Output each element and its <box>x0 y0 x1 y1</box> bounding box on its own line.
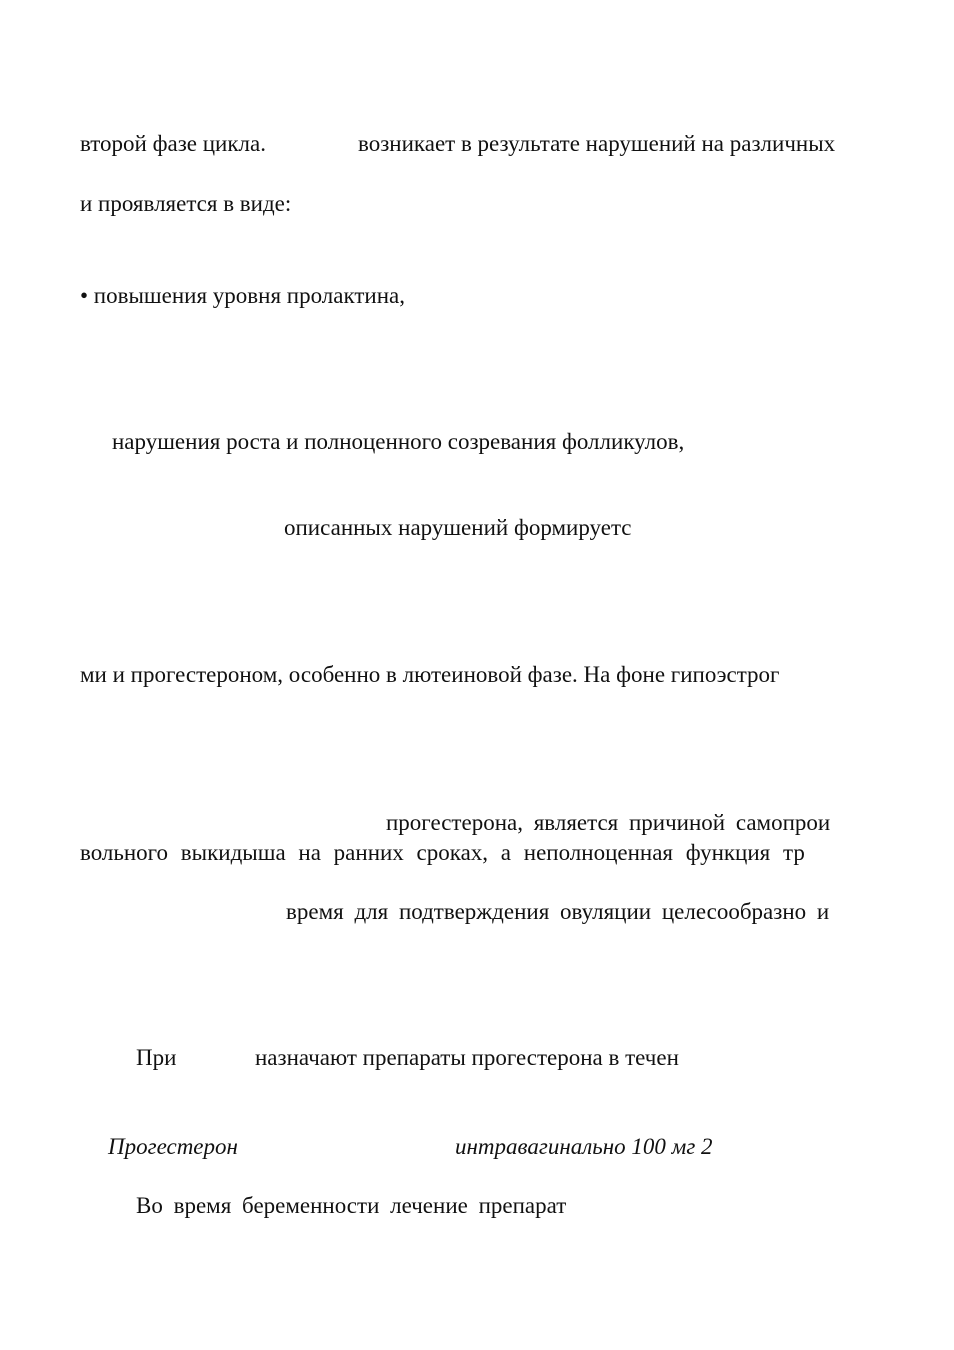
text-fragment-pregnancy-treatment: Во время беременности лечение препарат <box>136 1193 567 1218</box>
text-fragment-progesterone-cause: прогестерона, является причиной самопрои <box>386 810 831 835</box>
text-fragment-line2: и проявляется в виде: <box>80 191 292 216</box>
text-fragment-pri: При <box>136 1045 177 1070</box>
text-fragment-follicles: нарушения роста и полноценного созревания фолликулов, <box>112 429 685 454</box>
text-fragment-ovulation: время для подтверждения овуляции целесообразно и <box>286 899 830 924</box>
text-fragment-luteal-phase: ми и прогестероном, особенно в лютеиновой фазе. На фоне гипоэстрог <box>80 662 780 687</box>
text-fragment-prescribe: назначают препараты прогестерона в течен <box>255 1045 679 1070</box>
text-fragment-dosage: интравагинально 100 мг 2 <box>455 1134 713 1159</box>
text-fragment-progesterone-drug: Прогестерон <box>108 1134 238 1159</box>
text-fragment-line1-left: второй фазе цикла. <box>80 131 266 156</box>
text-fragment-forming: описанных нарушений формируетс <box>284 515 632 540</box>
text-fragment-line1-right: возникает в результате нарушений на различных <box>358 131 836 156</box>
text-fragment-miscarriage: вольного выкидыша на ранних сроках, а неполноценная функция тр <box>80 840 805 865</box>
bullet-item-prolactin: • повышения уровня пролактина, <box>80 283 405 308</box>
